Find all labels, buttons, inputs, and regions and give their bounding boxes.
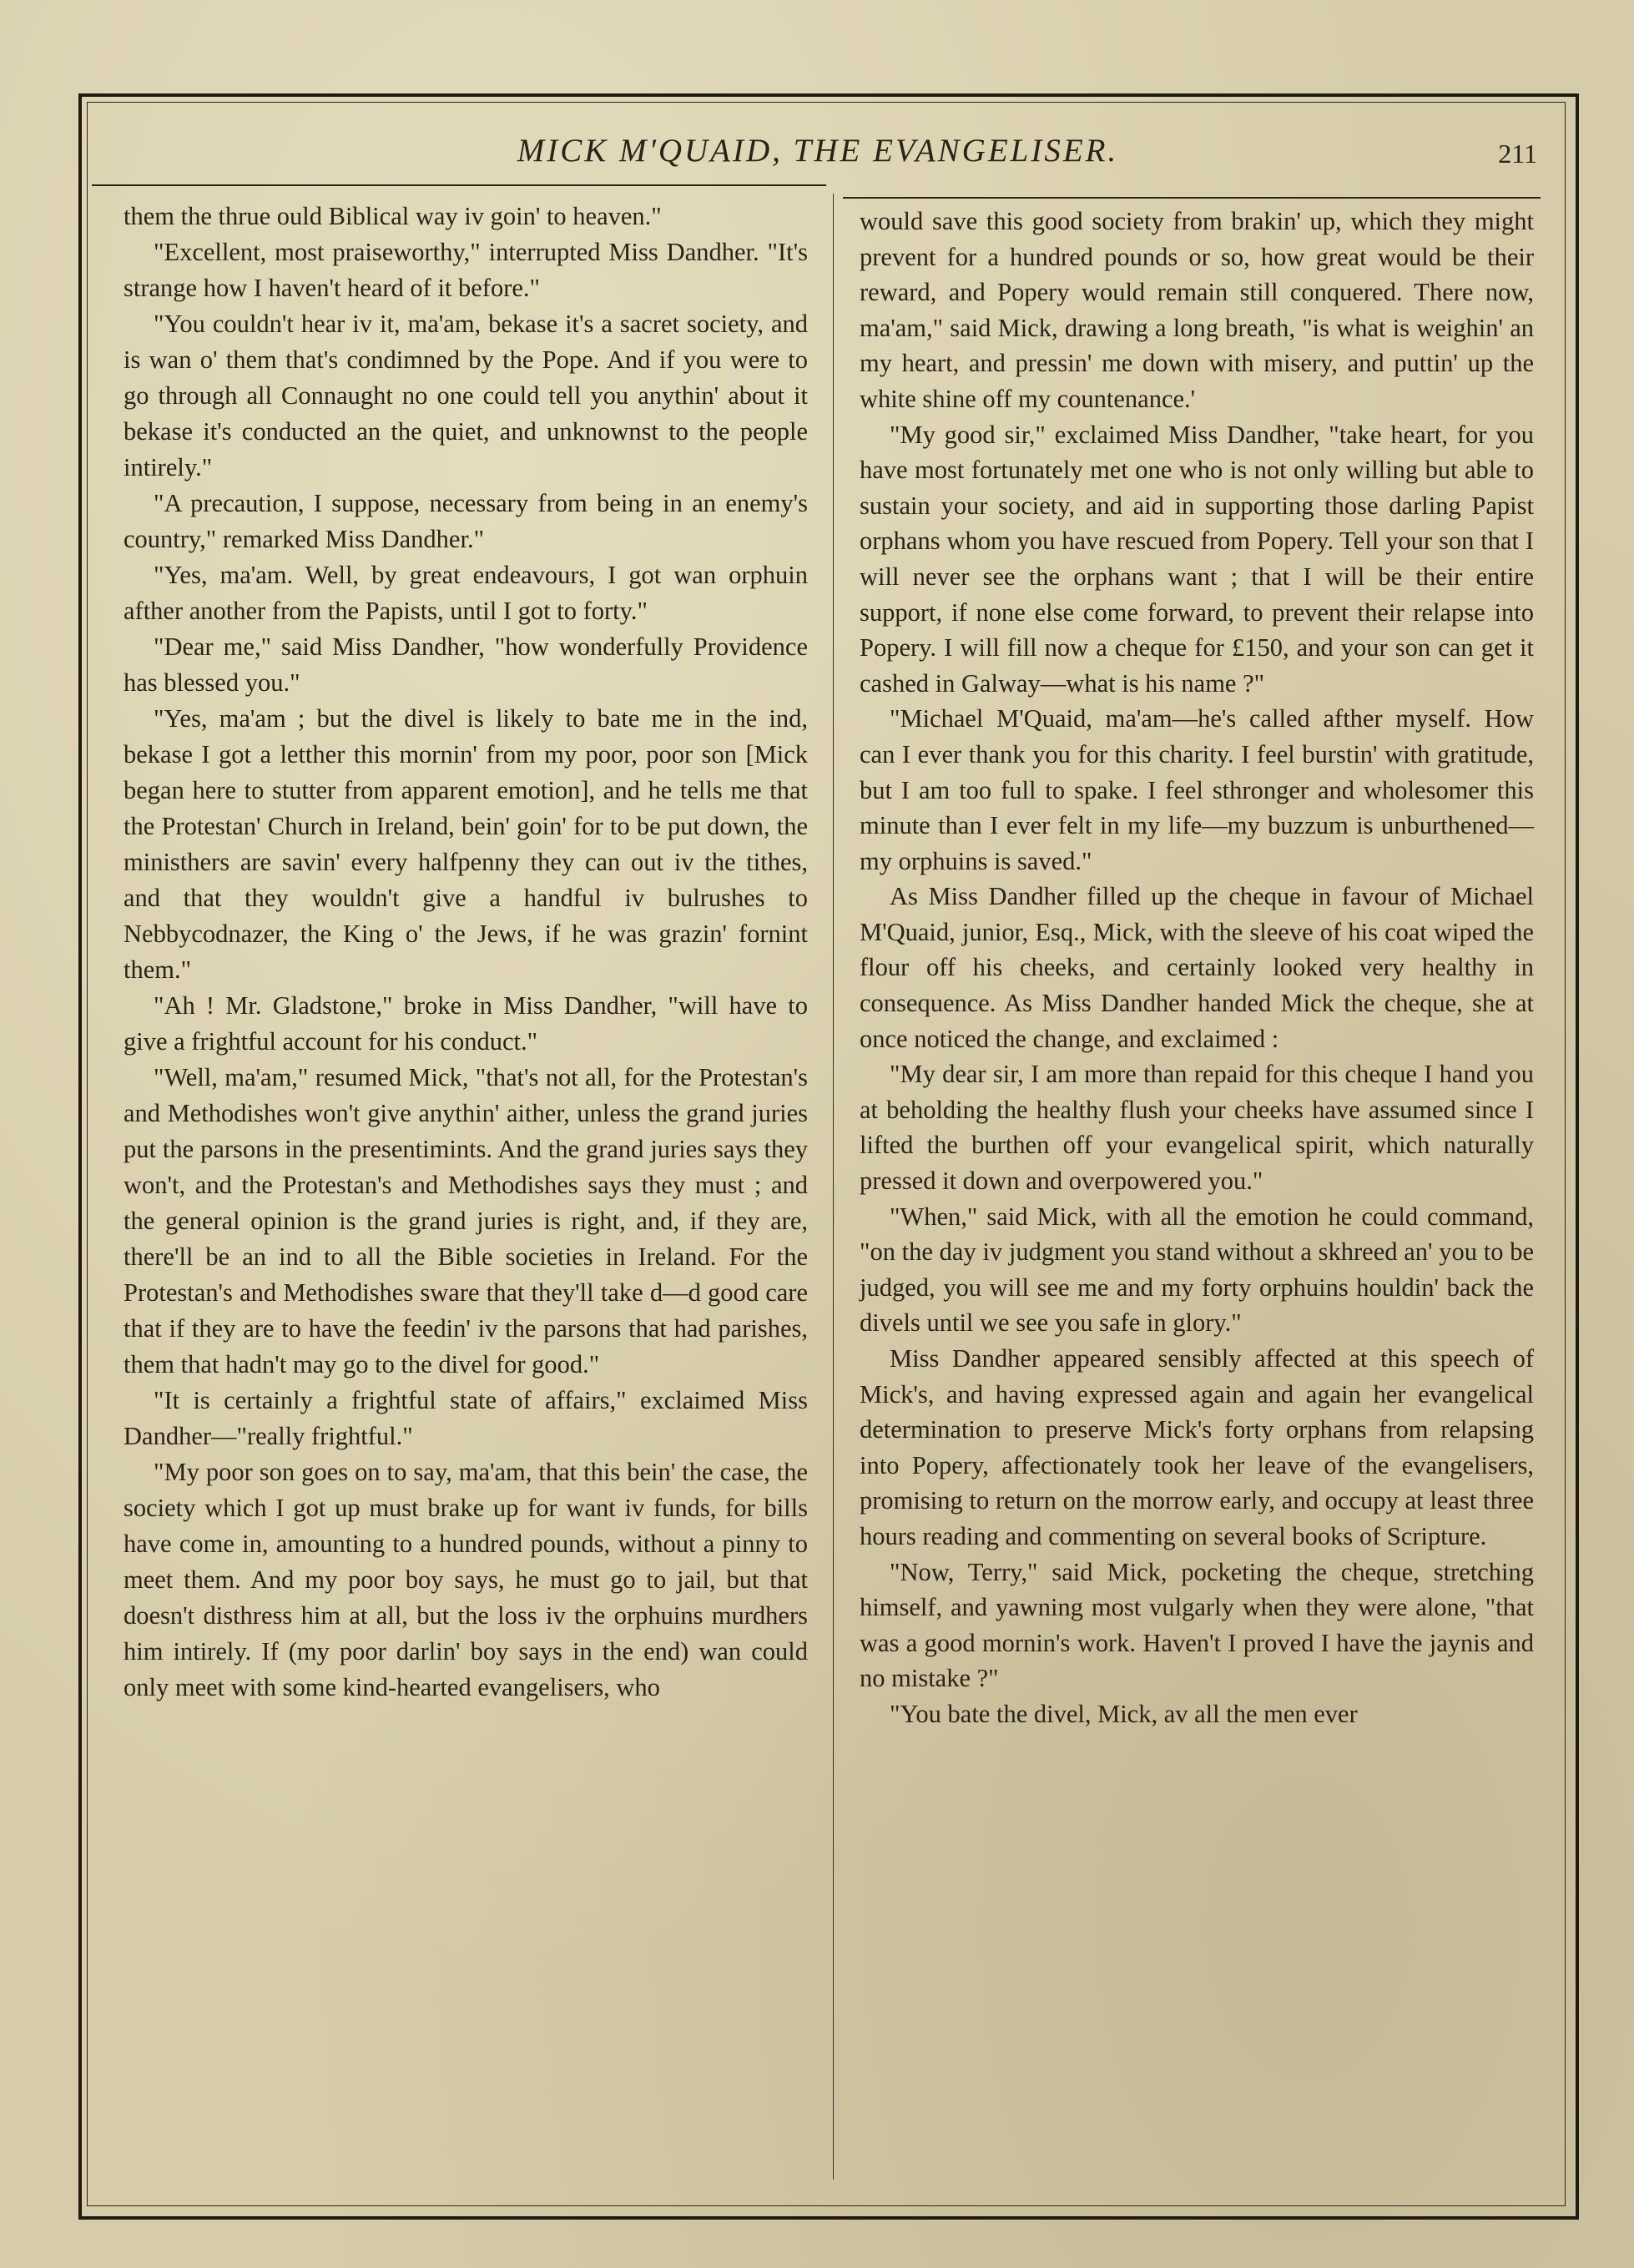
paragraph: "It is certainly a frightful state of affairs," exclaimed Miss Dandher—"really frightful." [124, 1386, 808, 1450]
page-number: 211 [1498, 139, 1537, 169]
paragraph: "Well, ma'am," resumed Mick, "that's not all, for the Protestan's and Methodishes won't give anythin' aither, unless the grand juries put the parsons in the presentimints. And the grand juries says they won't, and the Protestan's and Methodishes says they must ; and the general opinion is the grand juries is right, and, if they are, there'll be an ind to all the Bible societies in Ireland. For the Protestan's and Methodishes sware that they'll take d—d good care that if they are to have the feedin' iv the parsons that had parishes, them that hadn't may go to the divel for good." [124, 1063, 808, 1378]
paragraph: "Excellent, most praiseworthy," interrupted Miss Dandher. "It's strange how I haven't heard of it before." [124, 238, 808, 302]
paragraph: "Ah ! Mr. Gladstone," broke in Miss Dandher, "will have to give a frightful account for his conduct." [124, 991, 808, 1056]
paragraph: would save this good society from brakin' up, which they might prevent for a hundred pounds or so, how great would be their reward, and Popery would remain still conquered. There now, ma'am," said Mick, drawing a long breath, "is what is weighin' an my heart, and pressin' me down with misery, and puttin' up the white shine off my countenance.' [860, 207, 1534, 413]
paragraph: "Yes, ma'am. Well, by great endeavours, I got wan orphuin afther another from the Papists, until I got to forty." [124, 561, 808, 625]
paragraph: "Now, Terry," said Mick, pocketing the cheque, stretching himself, and yawning most vulgarly when they were alone, "that was a good mornin's work. Haven't I proved I have the jaynis and no mistake ?" [860, 1557, 1534, 1693]
header-rule-left [92, 184, 826, 186]
paragraph: "A precaution, I suppose, necessary from being in an enemy's country," remarked Miss Dandher." [124, 489, 808, 553]
paragraph: "My dear sir, I am more than repaid for this cheque I hand you at beholding the healthy flush your cheeks have assumed since I lifted the burthen off your evangelical spirit, which naturally pressed it down and overpowered you." [860, 1060, 1534, 1196]
paragraph: "When," said Mick, with all the emotion he could command, "on the day iv judgment you stand without a skhreed an' you to be judged, you will see me and my forty orphuins houldin' back the divels until we see you safe in glory." [860, 1202, 1534, 1338]
left-column [124, 199, 808, 1706]
paragraph: As Miss Dandher filled up the cheque in favour of Michael M'Quaid, junior, Esq., Mick, with the sleeve of his coat wiped the flour off his cheeks, and certainly looked very healthy in consequence. As Miss Dandher handed Mick the cheque, she at once noticed the change, and exclaimed : [860, 882, 1534, 1053]
paragraph: "Dear me," said Miss Dandher, "how wonderfully Providence has blessed you." [124, 633, 808, 697]
header-rule-right [843, 197, 1541, 199]
paragraph: Miss Dandher appeared sensibly affected at this speech of Mick's, and having expressed again and again her evangelical determination to preserve Mick's forty orphans from relapsing into Popery, affectionately took her leave of the evangelisers, promising to return on the morrow early, and occupy at least three hours reading and commenting on several books of Scripture. [860, 1344, 1534, 1550]
paragraph: "You couldn't hear iv it, ma'am, bekase it's a sacret society, and is wan o' them that's condimned by the Pope. And if you were to go through all Connaught no one could tell you anythin' about it bekase it's conducted an the quiet, and unknownst to the people intirely." [124, 310, 808, 481]
running-title: MICK M'QUAID, THE EVANGELISER. [517, 133, 1119, 169]
paragraph: "Michael M'Quaid, ma'am—he's called afther myself. How can I ever thank you for this charity. I feel burstin' with gratitude, but I am too full to spake. I feel sthronger and wholesomer this minute than I ever felt in my life—my buzzum is unburthened—my orphuins is saved." [860, 704, 1534, 875]
page-header [92, 125, 1544, 175]
paragraph: "Yes, ma'am ; but the divel is likely to bate me in the ind, bekase I got a letther this mornin' from my poor, poor son [Mick began here to stutter from apparent emotion], and he tells me that the Protestan' Church in Ireland, bein' goin' for to be put down, the ministhers are savin' every halfpenny they can out iv the tithes, and that they wouldn't give a handful iv bulrushes to Nebbycodnazer, the King o' the Jews, if he was grazin' fornint them." [124, 704, 808, 984]
paragraph: "My good sir," exclaimed Miss Dandher, "take heart, for you have most fortunately met one who is not only willing but able to sustain your society, and aid in supporting those darling Papist orphans whom you have rescued from Popery. Tell your son that I will never see the orphans want ; that I will be their entire support, if none else come forward, to prevent their relapse into Popery. I will fill now a cheque for £150, and your son can get it cashed in Galway—what is his name ?" [860, 420, 1534, 698]
paragraph: "My poor son goes on to say, ma'am, that this bein' the case, the society which I got up must brake up for want iv funds, for bills have come in, amounting to a hundred pounds, without a pinny to meet them. And my poor boy says, he must go to jail, but that doesn't disthress him at all, but the loss iv the orphuins murdhers him intirely. If (my poor darlin' boy says in the end) wan could only meet with some kind-hearted evangelisers, who [124, 1458, 808, 1701]
paragraph: them the thrue ould Biblical way iv goin' to heaven." [124, 202, 662, 230]
column-divider [833, 194, 834, 2180]
right-column [860, 204, 1534, 1732]
paragraph: "You bate the divel, Mick, av all the men ever [890, 1699, 1358, 1728]
